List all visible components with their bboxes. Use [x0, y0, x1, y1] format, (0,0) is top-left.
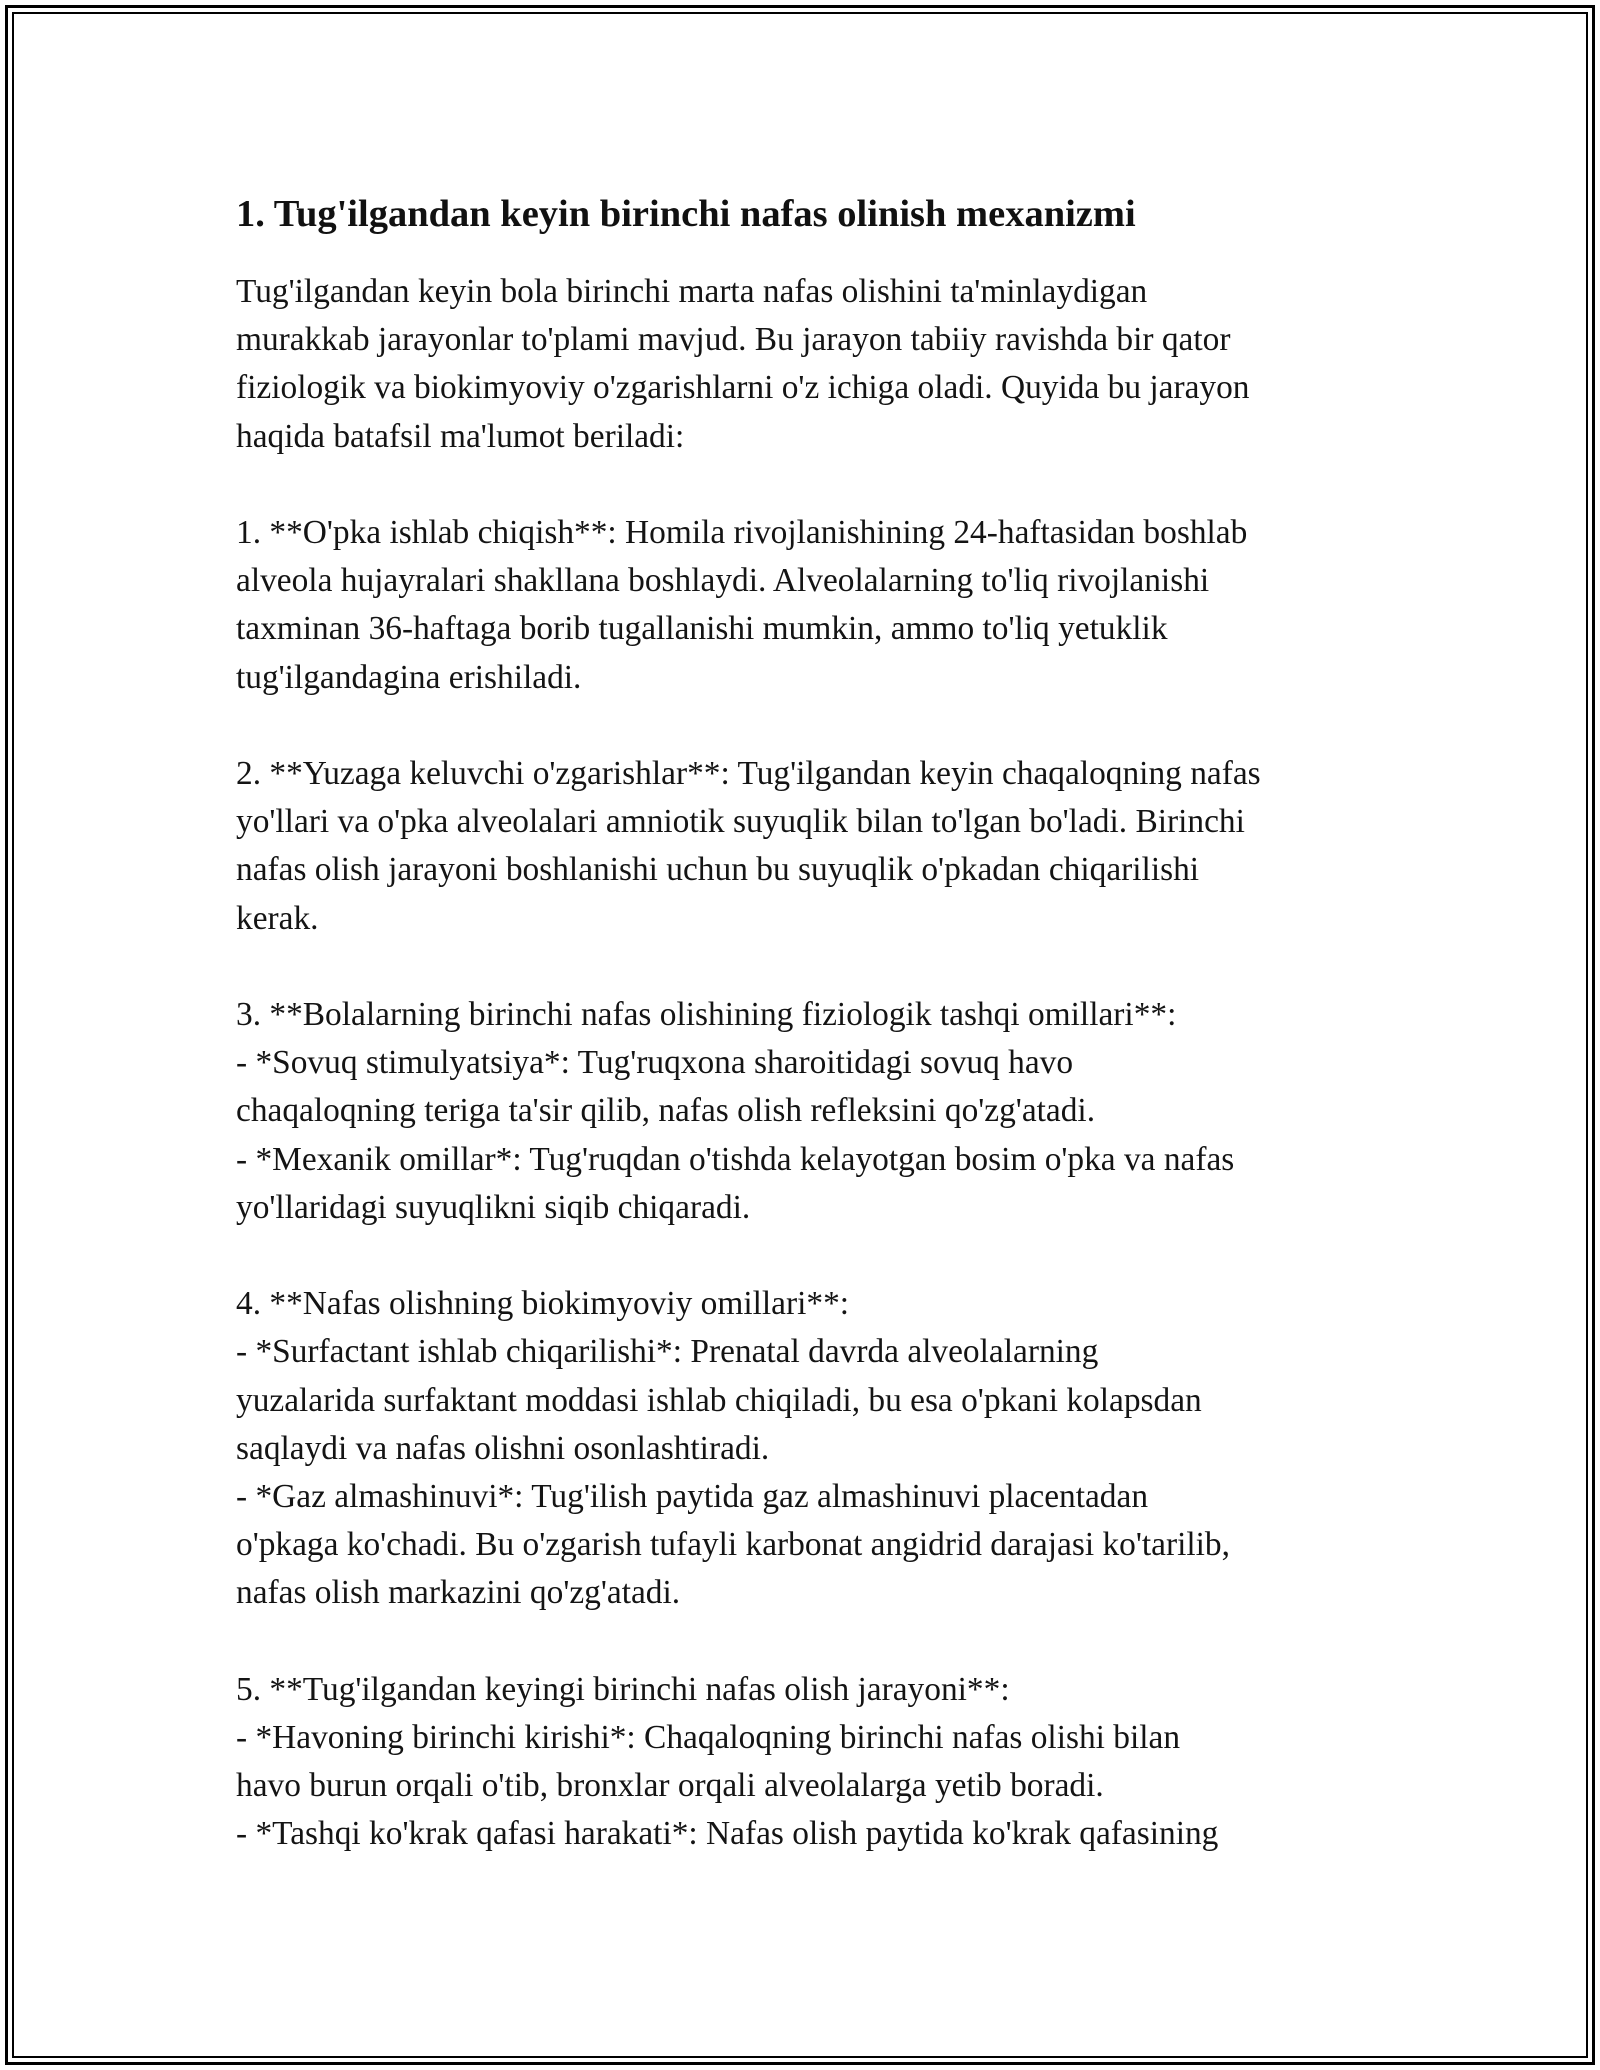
paragraph-spacer — [236, 1232, 1376, 1280]
section-opka-ishlab-chiqish: 1. **O'pka ishlab chiqish**: Homila rivojlanishining 24-haftasidan boshlab alveola hujayralari shakllana boshlaydi. Alveolalarning to'liq rivojlanishi taxminan 36-haftaga borib tugallanishi mumkin, ammo to'liq yetuklik tug'ilgandagina erishiladi. — [236, 514, 1248, 696]
paragraph-spacer — [236, 1618, 1376, 1666]
section-fiziologik-tashqi-omillar: 3. **Bolalarning birinchi nafas olishining fiziologik tashqi omillari**: - *Sovuq stimulyatsiya*: Tug'ruqxona sharoitidagi sovuq havo chaqaloqning teriga ta'sir qilib, nafas olish refleksini qo'zg'atadi. - *Mexanik omillar*: Tug'ruqdan o'tishda kelayotgan bosim o'pka va nafas yo'llaridagi suyuqlikni siqib chiqaradi. — [236, 996, 1235, 1226]
paragraph-spacer — [236, 702, 1376, 750]
document-body — [236, 188, 1376, 1859]
paragraph-spacer — [236, 943, 1376, 991]
intro-paragraph: Tug'ilgandan keyin bola birinchi marta nafas olishini ta'minlaydigan murakkab jarayonlar to'plami mavjud. Bu jarayon tabiiy ravishda bir qator fiziologik va biokimyoviy o'zgarishlarni o'z ichiga oladi. Quyida bu jarayon haqida batafsil ma'lumot beriladi: — [236, 273, 1250, 455]
paragraph-spacer — [236, 461, 1376, 509]
section-yuzaga-keluvchi-ozgarishlar: 2. **Yuzaga keluvchi o'zgarishlar**: Tug'ilgandan keyin chaqaloqning nafas yo'llari va o'pka alveolalari amniotik suyuqlik bilan to'lgan bo'ladi. Birinchi nafas olish jarayoni boshlanishi uchun bu suyuqlik o'pkadan chiqarilishi kerak. — [236, 755, 1261, 937]
section-biokimyoviy-omillar: 4. **Nafas olishning biokimyoviy omillari**: - *Surfactant ishlab chiqarilishi*: Prenatal davrda alveolalarning yuzalarida surfaktant moddasi ishlab chiqiladi, bu esa o'pkani kolapsdan saqlaydi va nafas olishni osonlashtiradi. - *Gaz almashinuvi*: Tug'ilish paytida gaz almashinuvi placentadan o'pkaga ko'chadi. Bu o'zgarish tufayli karbonat angidrid darajasi ko'tarilib, nafas olish markazini qo'zg'atadi. — [236, 1285, 1230, 1612]
document-title: 1. Tug'ilgandan keyin birinchi nafas olinish mexanizmi — [236, 193, 1136, 235]
section-birinchi-nafas-jarayoni: 5. **Tug'ilgandan keyingi birinchi nafas olish jarayoni**: - *Havoning birinchi kirishi*: Chaqaloqning birinchi nafas olishi bilan havo burun orqali o'tib, bronxlar orqali alveolalarga yetib boradi. - *Tashqi ko'krak qafasi harakati*: Nafas olish paytida ko'krak qafasining — [236, 1670, 1219, 1853]
